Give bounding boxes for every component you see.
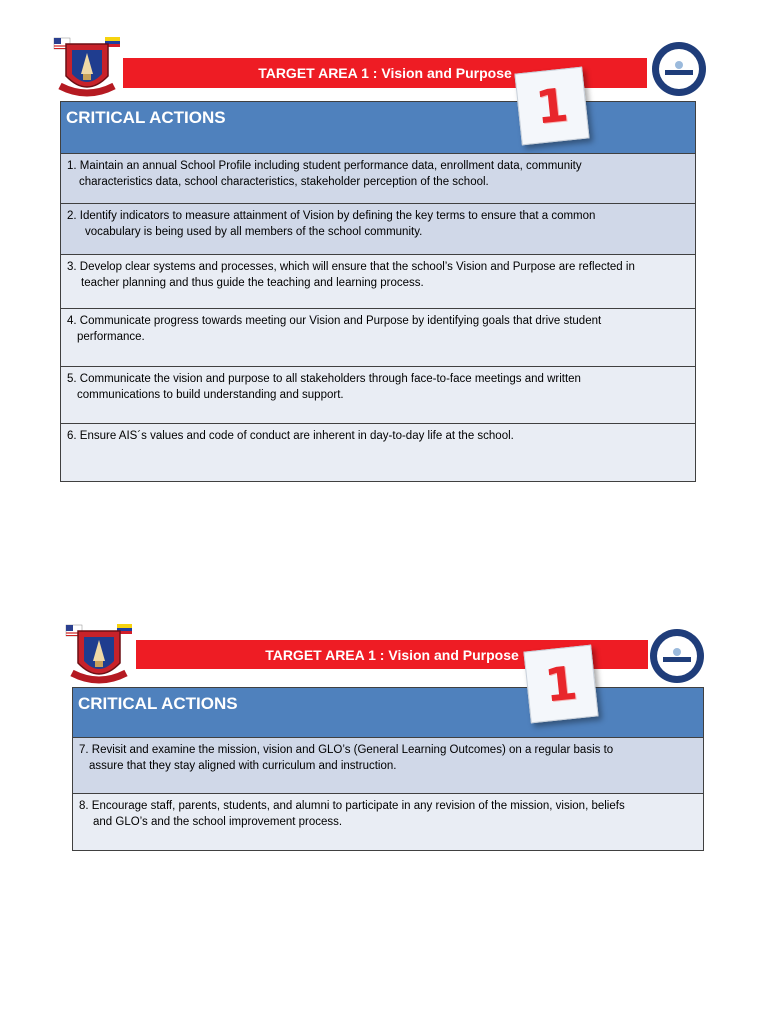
critical-actions-table [60, 101, 696, 482]
action-row [61, 255, 695, 309]
school-crest-logo [50, 34, 124, 102]
banner-title: TARGET AREA 1 : Vision and Purpose [265, 646, 519, 663]
action-text: 7. Revisit and examine the mission, vision and GLO’s (General Learning Outcomes) on a regular basis to [79, 744, 614, 756]
action-row [61, 154, 695, 204]
action-text-continued: performance. [77, 331, 145, 343]
action-text: 1. Maintain an annual School Profile including student performance data, enrollment data, community [67, 160, 582, 172]
target-number-badge [523, 645, 598, 724]
action-text: 2. Identify indicators to measure attainment of Vision by defining the key terms to ensure that a common [67, 210, 596, 222]
action-text-continued: and GLO’s and the school improvement process. [93, 816, 343, 828]
action-text-continued: assure that they stay aligned with curriculum and instruction. [89, 760, 397, 772]
action-row [73, 794, 703, 850]
critical-actions-table [72, 687, 704, 851]
action-text: 6. Ensure AIS´s values and code of conduct are inherent in day-to-day life at the school. [67, 430, 514, 442]
action-text: 8. Encourage staff, parents, students, and alumni to participate in any revision of the mission, vision, beliefs [79, 800, 625, 812]
target-number-badge [514, 67, 589, 146]
critical-actions-header: CRITICAL ACTIONS [61, 102, 695, 154]
action-row [61, 309, 695, 367]
banner-title: TARGET AREA 1 : Vision and Purpose [258, 65, 512, 81]
sacscasi-accreditation-logo [651, 41, 707, 97]
school-crest-logo [62, 621, 136, 689]
action-text-continued: communications to build understanding and support. [77, 389, 344, 401]
action-row [61, 424, 695, 481]
action-row [73, 738, 703, 794]
action-text: 3. Develop clear systems and processes, which will ensure that the school’s Vision and Purpose are reflected in [67, 261, 635, 273]
badge-number: 1 [533, 77, 571, 135]
action-text-continued: characteristics data, school characteristics, stakeholder perception of the school. [79, 176, 489, 188]
badge-number: 1 [542, 655, 580, 713]
action-text: 5. Communicate the vision and purpose to all stakeholders through face-to-face meetings and written [67, 373, 581, 385]
critical-actions-header: CRITICAL ACTIONS [73, 688, 703, 738]
action-text-continued: teacher planning and thus guide the teaching and learning process. [81, 277, 424, 289]
sacscasi-accreditation-logo [649, 628, 705, 684]
action-text: 4. Communicate progress towards meeting our Vision and Purpose by identifying goals that drive student [67, 315, 602, 327]
action-row [61, 204, 695, 255]
action-text-continued: vocabulary is being used by all members of the school community. [85, 226, 423, 238]
action-row [61, 367, 695, 424]
